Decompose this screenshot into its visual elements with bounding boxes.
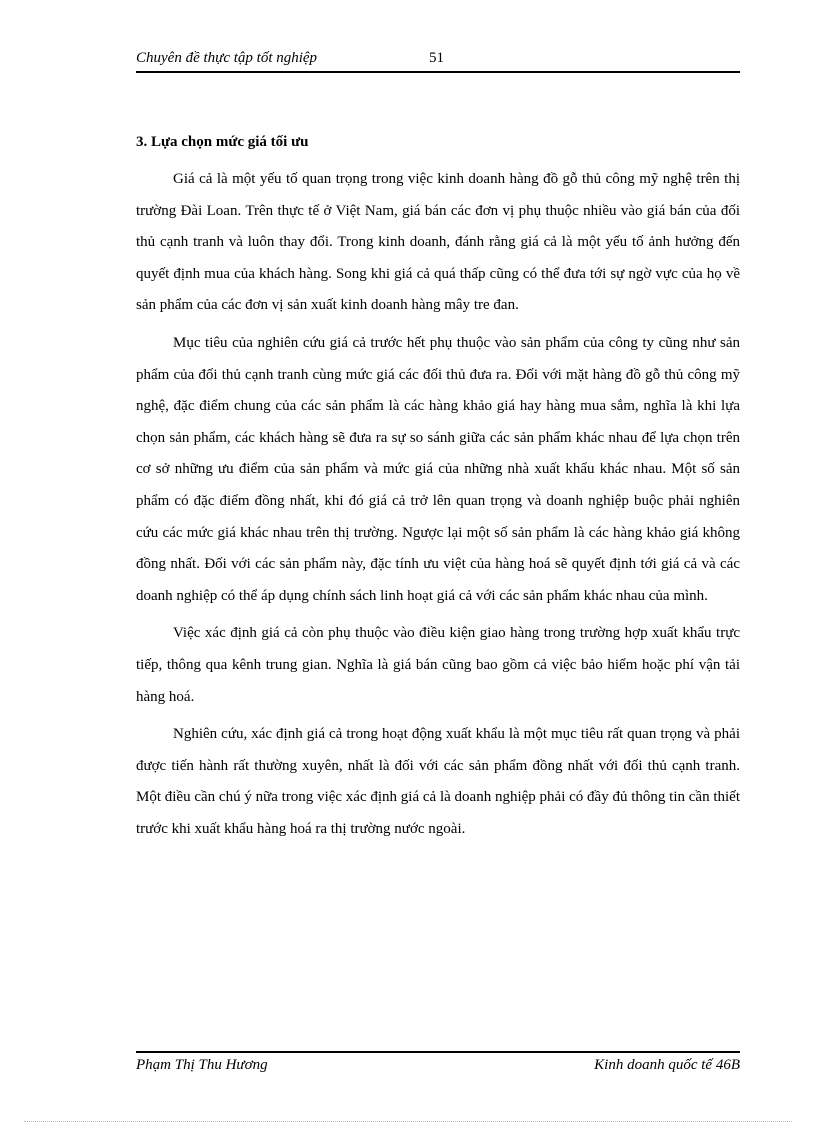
paragraph: Việc xác định giá cả còn phụ thuộc vào điều kiện giao hàng trong trường hợp xuất khẩu trực tiếp, thông qua kênh trung gian. Nghĩa là giá bán cũng bao gồm cả việc bảo hiểm hoặc phí vận tải hàng hoá. — [136, 625, 740, 705]
paragraph: Nghiên cứu, xác định giá cả trong hoạt động xuất khẩu là một mục tiêu rất quan trọng và phải được tiến hành rất thường xuyên, nhất là đối với các sản phẩm đồng nhất với đối thủ cạnh tranh. Một điều cần chú ý nữa trong việc xác định giá cả là doanh nghiệp phải có đầy đủ thông tin cần thiết trước khi xuất khẩu hàng hoá ra thị trường nước ngoài. — [136, 726, 740, 837]
paragraph: Giá cả là một yếu tố quan trọng trong việc kinh doanh hàng đồ gỗ thủ công mỹ nghệ trên thị trường Đài Loan. Trên thực tế ở Việt Nam, giá bán các đơn vị phụ thuộc nhiều vào giá bán của đối thủ cạnh tranh và luôn thay đổi. Trong kinh doanh, đánh rằng giá cả là một yếu tố ảnh hưởng đến quyết định mua của khách hàng. Song khi giá cả quá thấp cũng có thể đưa tới sự ngờ vực của họ về sản phẩm của các đơn vị sản xuất kinh doanh hàng mây tre đan. — [136, 171, 740, 314]
page-header — [136, 49, 740, 73]
page-footer — [136, 1051, 740, 1075]
footer-author: Phạm Thị Thu Hương — [136, 1057, 268, 1073]
page-body — [136, 128, 740, 851]
footer-program: Kinh doanh quốc tế 46B — [594, 1057, 740, 1073]
document-title: Chuyên đề thực tập tốt nghiệp — [136, 50, 318, 66]
section-heading: 3. Lựa chọn mức giá tối ưu — [136, 134, 309, 150]
page-number: 51 — [429, 50, 444, 66]
page-edge-divider — [24, 1121, 792, 1122]
paragraph: Mục tiêu của nghiên cứu giá cả trước hết phụ thuộc vào sản phẩm của công ty cũng như sản phẩm của đối thủ cạnh tranh cùng mức giá các đối thủ đưa ra. Đối với mặt hàng đồ gỗ thủ công mỹ nghệ, đặc điểm chung của các sản phẩm là các hàng khảo giá hay hàng mua sắm, nghĩa là khi lựa chọn sản phẩm, các khách hàng sẽ đưa ra sự so sánh giữa các sản phẩm khác nhau để lựa chọn trên cơ sở những ưu điểm của sản phẩm và mức giá của những nhà xuất khẩu khác nhau. Một số sản phẩm có đặc điểm đồng nhất, khi đó giá cả trở lên quan trọng và doanh nghiệp buộc phải nghiên cứu các mức giá khác nhau trên thị trường. Ngược lại một số sản phẩm là các hàng khảo giá không đồng nhất. Đối với các sản phẩm này, đặc tính ưu việt của hàng hoá sẽ quyết định tới giá cả và các doanh nghiệp có thể áp dụng chính sách linh hoạt giá cả với các sản phẩm khác nhau của mình. — [136, 334, 740, 604]
